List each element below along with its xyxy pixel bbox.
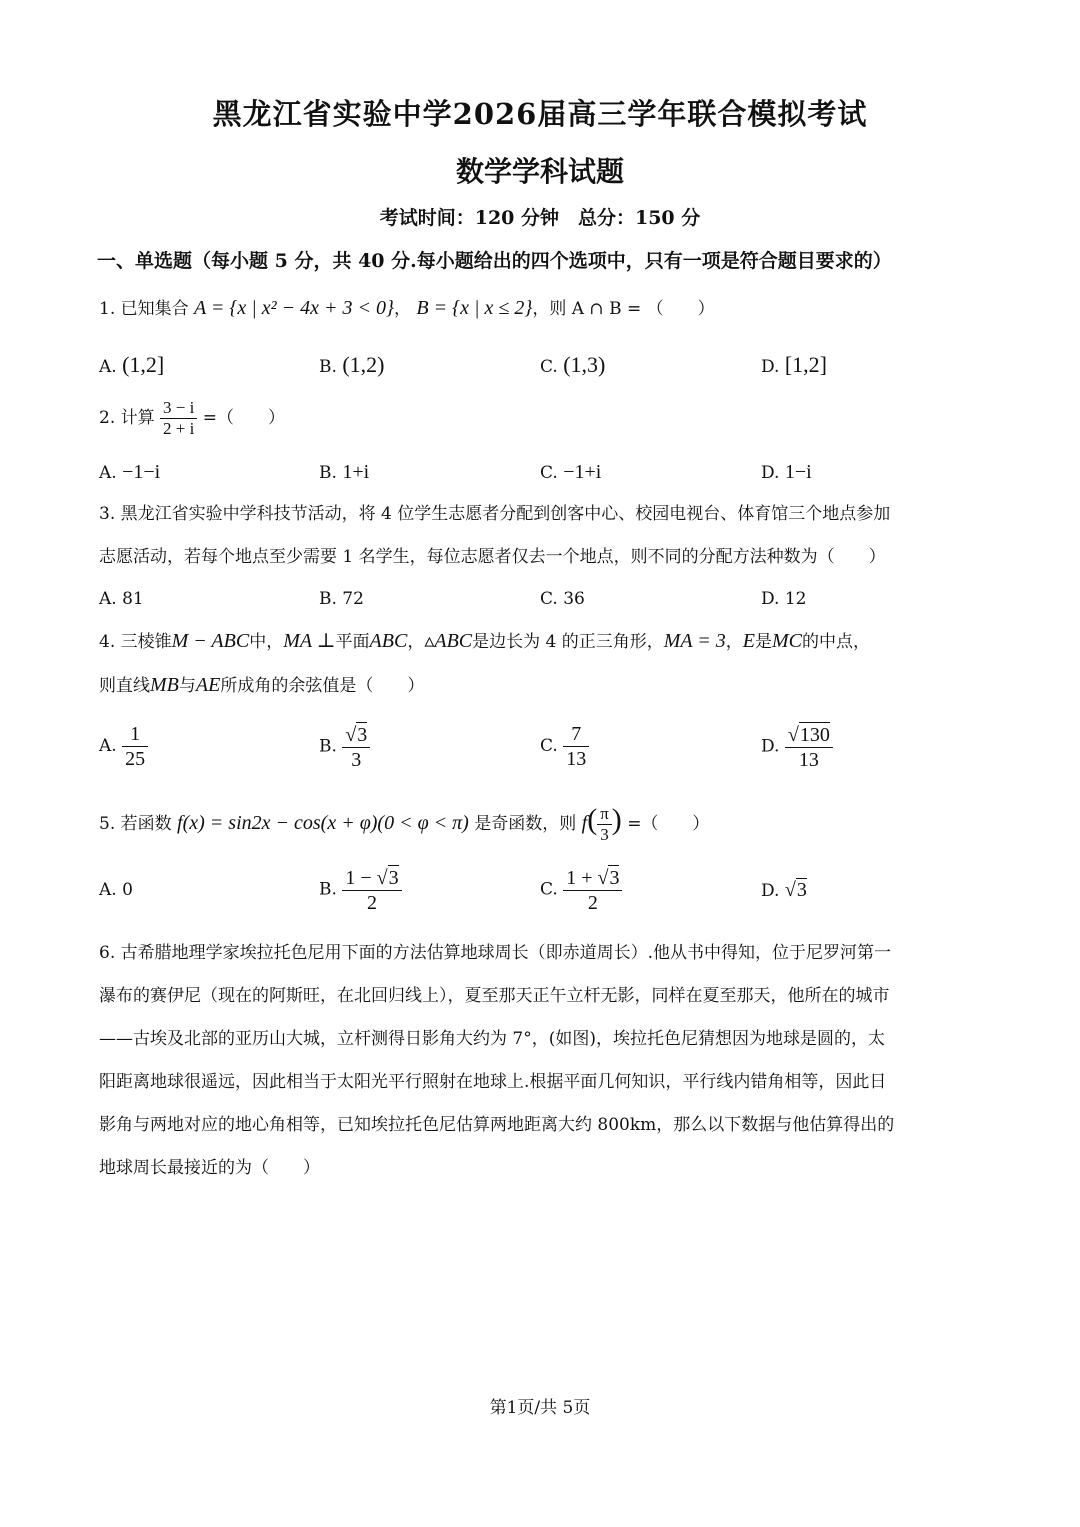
numerator: 1 + √3	[563, 865, 622, 891]
q4-math: MC	[771, 630, 802, 652]
option-value: 1+i	[342, 461, 370, 483]
q5-fraction	[597, 804, 612, 845]
q5-option-b	[319, 865, 402, 915]
q4-math: ABC	[369, 630, 408, 652]
question-4-line-2	[99, 674, 424, 697]
q4-text: 是边长为 4 的正三角形，	[472, 632, 664, 652]
q1-suffix: ，则 A ∩ B = （ ）	[532, 299, 715, 319]
denominator: 3	[600, 825, 609, 844]
radicand: 3	[796, 879, 807, 901]
option-value: (1,2]	[122, 352, 165, 377]
option-fraction	[785, 722, 833, 772]
q5-math: f	[581, 812, 588, 834]
option-value: −1+i	[563, 461, 602, 483]
q4-text: 则直线	[99, 676, 150, 696]
option-label: C.	[540, 463, 558, 483]
numerator: √3	[342, 722, 370, 748]
q3-option-c: C. 36	[540, 589, 585, 609]
q4-text: 平面	[335, 632, 370, 652]
q5-text: 5. 若函数	[99, 814, 172, 834]
question-2	[99, 398, 285, 439]
option-label: C.	[540, 357, 558, 377]
q5-text: 是奇函数，则	[474, 814, 577, 834]
q5-option-c	[540, 865, 622, 915]
q6-line: 6. 古希腊地理学家埃拉托色尼用下面的方法估算地球周长（即赤道周长）.他从书中得知，位于尼罗河第一	[99, 943, 892, 963]
q1-option-a	[99, 352, 164, 378]
q2-denominator: 2 + i	[163, 419, 195, 438]
q3-line-2: 志愿活动，若每个地点至少需要 1 名学生，每位志愿者仅去一个地点，则不同的分配方法种数为（ ）	[99, 547, 886, 567]
q4-text: 的中点，	[801, 632, 870, 652]
numerator: 7	[563, 722, 589, 747]
question-4-line-1	[99, 630, 870, 653]
option-fraction	[563, 722, 589, 771]
option-fraction	[563, 865, 622, 915]
radicand: 3	[357, 724, 368, 746]
q2-suffix: =（ ）	[202, 408, 285, 428]
q2-numerator: 3 − i	[160, 398, 197, 419]
q2-fraction	[160, 398, 197, 439]
option-fraction	[342, 865, 401, 915]
q6-line: ——古埃及北部的亚历山大城，立杆测得日影角大约为 7°，(如图)，埃拉托色尼猜想因为地球是圆的，太	[99, 1029, 885, 1049]
option-label: B.	[319, 463, 337, 483]
num-text: 1 +	[566, 867, 598, 889]
q4-text: 中，	[249, 632, 284, 652]
radicand: 130	[799, 724, 830, 746]
option-label: B.	[319, 736, 337, 757]
question-5	[99, 804, 709, 845]
q4-math: AE	[195, 674, 221, 696]
option-label: C.	[540, 879, 558, 900]
option-label: D.	[761, 357, 780, 377]
q4-math: E	[742, 630, 755, 652]
denominator: 13	[566, 748, 587, 770]
numerator: √130	[785, 722, 833, 748]
exam-title: 黑龙江省实验中学2026届高三学年联合模拟考试	[212, 97, 868, 131]
option-label: B.	[319, 879, 337, 900]
q4-math: ▵ABC	[424, 630, 473, 652]
radicand: 3	[388, 867, 399, 889]
q4-math: MA = 3	[663, 630, 726, 652]
q1-sep: ，	[394, 299, 411, 319]
q1-option-d	[761, 352, 827, 378]
denominator: 2	[587, 892, 598, 914]
num-text: 1 −	[345, 867, 377, 889]
q4-text: ，	[407, 632, 425, 652]
option-value: −1−i	[122, 461, 161, 483]
q4-text: 4. 三棱锥	[99, 632, 172, 652]
q3-option-d: D. 12	[761, 589, 807, 609]
q4-option-b	[319, 722, 370, 772]
option-label: A.	[99, 357, 117, 377]
q5-paren: (	[587, 803, 598, 836]
option-label: D.	[761, 736, 780, 757]
option-value: [1,2]	[784, 352, 827, 377]
q4-math: M − ABC	[171, 630, 250, 652]
numerator: 1	[122, 722, 148, 747]
option-label: B.	[319, 357, 337, 377]
q1-set-b: B = {x | x ≤ 2}	[416, 297, 533, 319]
q6-line: 影角与两地对应的地心角相等，已知埃拉托色尼估算两地距离大约 800km，那么以下数据与他估算得出的	[99, 1115, 895, 1135]
option-label: D.	[761, 463, 780, 483]
q1-option-c	[540, 352, 605, 378]
q2-option-d	[761, 461, 812, 484]
q5-option-a: A. 0	[99, 880, 133, 900]
denominator: 3	[351, 749, 362, 771]
q2-option-a	[99, 461, 160, 484]
page-footer: 第1页/共 5页	[489, 1398, 591, 1418]
q2-prefix: 2. 计算	[99, 408, 155, 428]
q1-set-a: A = {x | x² − 4x + 3 < 0}	[194, 297, 394, 319]
q1-prefix: 1. 已知集合	[99, 299, 189, 319]
q5-paren: )	[611, 803, 622, 836]
option-label: C.	[540, 736, 558, 756]
q4-option-d	[761, 722, 833, 772]
question-6	[99, 932, 984, 1190]
q4-option-a	[99, 722, 148, 771]
subject-title: 数学学科试题	[455, 155, 624, 188]
q5-text: =（ ）	[627, 814, 710, 834]
q4-text: 所成角的余弦值是（ ）	[220, 676, 425, 696]
option-value: 1−i	[784, 461, 812, 483]
q4-text: 是	[754, 632, 772, 652]
question-1	[99, 297, 715, 320]
denominator: 25	[125, 748, 146, 770]
q4-math: MA ⊥	[283, 630, 336, 652]
option-label: A.	[99, 736, 117, 756]
denominator: 2	[366, 892, 377, 914]
q4-text: 与	[178, 676, 196, 696]
q4-math: MB	[150, 674, 179, 696]
q5-function: f(x) = sin2x − cos(x + φ)(0 < φ < π)	[177, 812, 469, 834]
q5-option-d	[761, 878, 807, 902]
option-value: (1,3)	[563, 352, 606, 377]
q3-option-a: A. 81	[99, 589, 144, 609]
option-label: D.	[761, 881, 780, 901]
option-fraction	[122, 722, 148, 771]
q1-option-b	[319, 352, 384, 378]
radicand: 3	[609, 867, 620, 889]
denominator: 13	[798, 749, 819, 771]
option-label: A.	[99, 463, 117, 483]
option-value: (1,2)	[342, 352, 385, 377]
exam-info: 考试时间：120 分钟 总分：150 分	[379, 207, 701, 229]
question-3	[99, 493, 984, 579]
q6-line: 瀑布的赛伊尼（现在的阿斯旺，在北回归线上），夏至那天正午立杆无影，同样在夏至那天，他所在的城市	[99, 986, 890, 1006]
q2-option-c	[540, 461, 601, 484]
q4-option-c	[540, 722, 589, 771]
option-value: √3	[784, 879, 807, 901]
numerator: 1 − √3	[342, 865, 401, 891]
option-fraction	[342, 722, 370, 772]
numerator: π	[597, 804, 612, 825]
q6-line: 阳距离地球很遥远，因此相当于太阳光平行照射在地球上.根据平面几何知识，平行线内错角相等，因此日	[99, 1072, 887, 1092]
q3-option-b: B. 72	[319, 589, 364, 609]
q3-line-1: 3. 黑龙江省实验中学科技节活动，将 4 位学生志愿者分配到创客中心、校园电视台、体育馆三个地点参加	[99, 504, 891, 524]
section-heading: 一、单选题（每小题 5 分，共 40 分.每小题给出的四个选项中，只有一项是符合题目要求的）	[97, 250, 892, 272]
q4-text: ，	[725, 632, 743, 652]
q6-line: 地球周长最接近的为（ ）	[99, 1158, 320, 1178]
q2-option-b	[319, 461, 369, 484]
